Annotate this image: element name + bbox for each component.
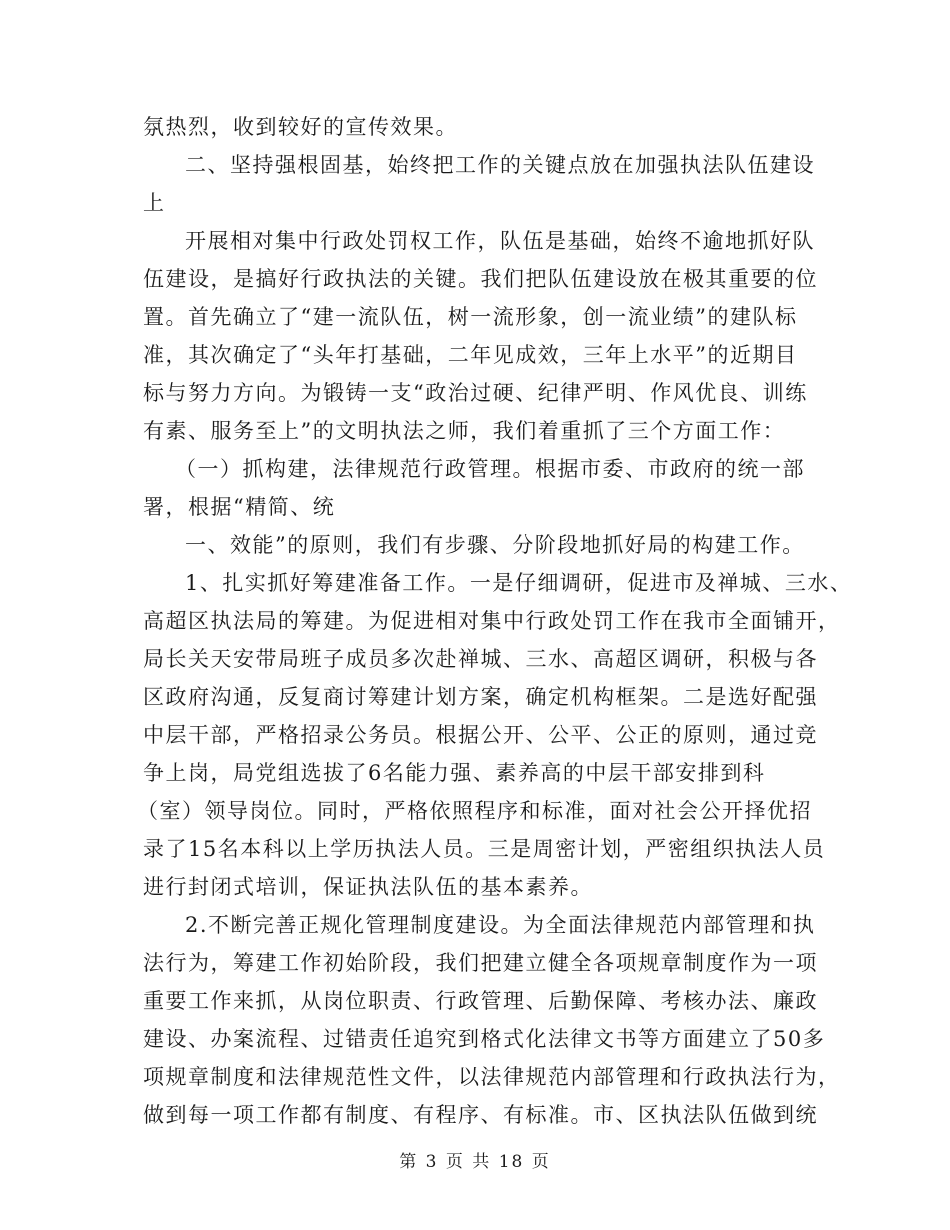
text-line: 置。首先确立了“建一流队伍，树一流形象，创一流业绩”的建队标 <box>143 305 798 329</box>
text-line: 一、效能”的原则，我们有步骤、分阶段地抓好局的构建工作。 <box>185 533 805 557</box>
text-line: 中层干部，严格招录公务员。根据公开、公平、公正的原则，通过竞 <box>143 723 818 747</box>
text-line: 区政府沟通，反复商讨筹建计划方案，确定机构框架。二是选好配强 <box>143 685 818 709</box>
text-line: 进行封闭式培训，保证执法队伍的基本素养。 <box>143 875 593 899</box>
text-line: 标与努力方向。为锻铸一支“政治过硬、纪律严明、作风优良、训练 <box>143 381 808 405</box>
text-line: 准，其次确定了“头年打基础，二年见成效，三年上水平”的近期目 <box>143 343 798 367</box>
text-line: （室）领导岗位。同时，严格依照程序和标准，面对社会公开择优招 <box>137 799 812 823</box>
text-line: 伍建设，是搞好行政执法的关键。我们把队伍建设放在极其重要的位 <box>143 267 818 291</box>
text-line: 署，根据“精简、统 <box>143 495 336 519</box>
text-line: 项规章制度和法律规范性文件，以法律规范内部管理和行政执法行为， <box>143 1065 841 1089</box>
text-line: 建设、办案流程、过错责任追究到格式化法律文书等方面建立了50多 <box>143 1027 826 1051</box>
text-line: 做到每一项工作都有制度、有程序、有标准。市、区执法队伍做到统 <box>143 1103 818 1127</box>
subsection-heading: （一）抓构建，法律规范行政管理。根据市委、市政府的统一部 <box>175 457 805 481</box>
text-line: 高超区执法局的筹建。为促进相对集中行政处罚工作在我市全面铺开， <box>143 609 841 633</box>
text-line: 局长关天安带局班子成员多次赴禅城、三水、高超区调研，积极与各 <box>143 647 818 671</box>
text-line: 氛热烈，收到较好的宣传效果。 <box>143 115 458 139</box>
section-heading-continued: 上 <box>143 191 166 215</box>
text-line: 法行为，筹建工作初始阶段，我们把建立健全各项规章制度作为一项 <box>143 951 818 975</box>
text-line: 开展相对集中行政处罚权工作，队伍是基础，始终不逾地抓好队 <box>185 229 815 253</box>
text-line: 有素、服务至上”的文明执法之师，我们着重抓了三个方面工作： <box>143 419 786 443</box>
text-line: 录了15名本科以上学历执法人员。三是周密计划，严密组织执法人员 <box>143 837 826 861</box>
numbered-item-1: 1、扎实抓好筹建准备工作。一是仔细调研，促进市及禅城、三水、 <box>185 571 853 595</box>
text-line: 重要工作来抓，从岗位职责、行政管理、后勤保障、考核办法、廉政 <box>143 989 818 1013</box>
section-heading: 二、坚持强根固基，始终把工作的关键点放在加强执法队伍建设 <box>185 153 815 177</box>
numbered-item-2: 2.不断完善正规化管理制度建设。为全面法律规范内部管理和执 <box>185 913 816 937</box>
text-line: 争上岗，局党组选拔了6名能力强、素养高的中层干部安排到科 <box>143 761 766 785</box>
page-number-footer: 第 3 页 共 18 页 <box>399 1152 551 1172</box>
